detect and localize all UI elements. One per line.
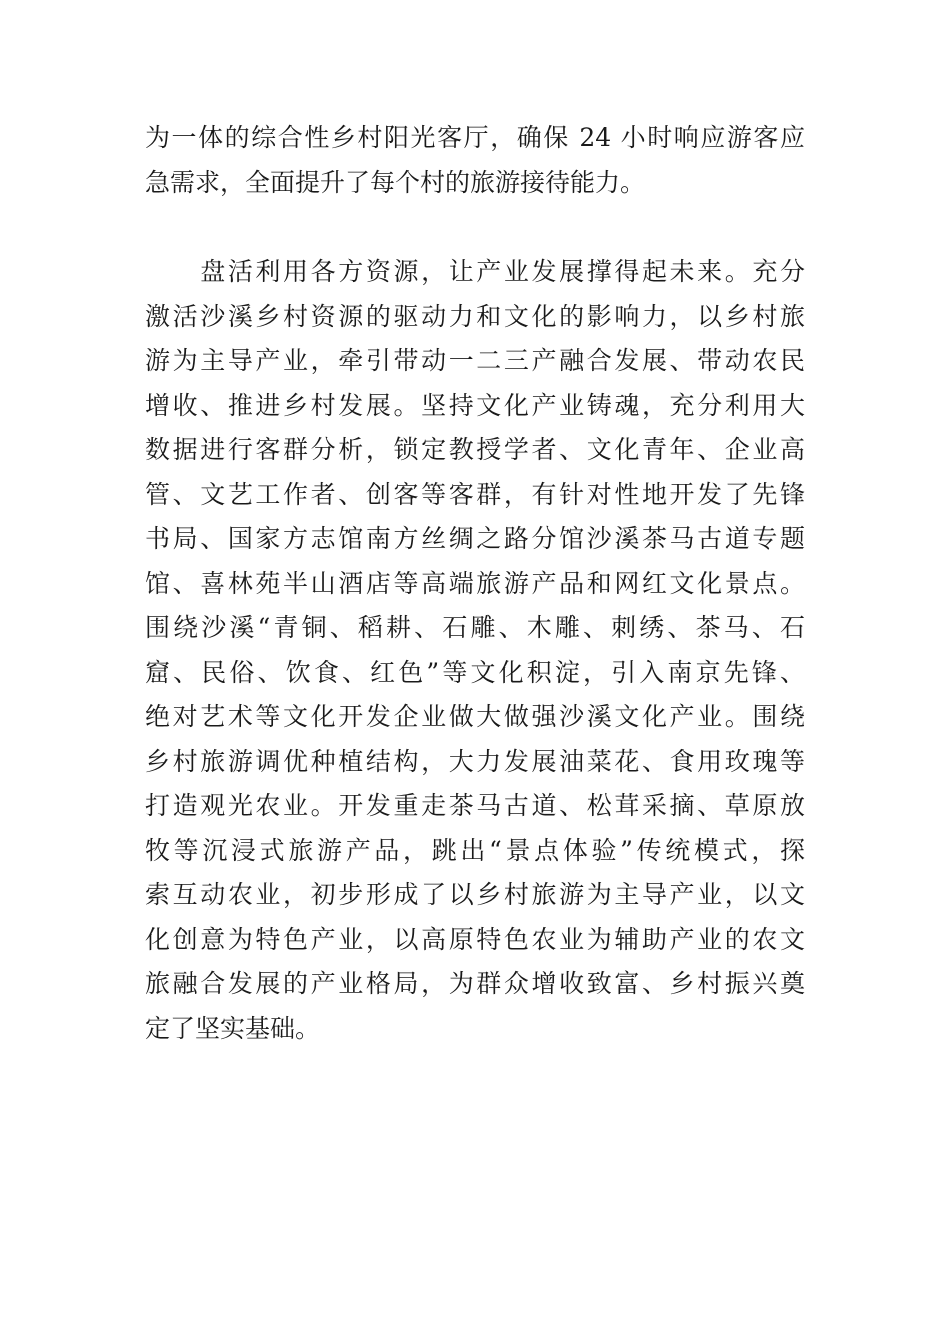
text-line: 数据进行客群分析，锁定教授学者、文化青年、企业高 xyxy=(145,435,805,464)
text-line: 馆、喜林苑半山酒店等高端旅游产品和网红文化景点。 xyxy=(145,569,805,598)
text-line: 急需求，全面提升了每个村的旅游接待能力。 xyxy=(145,168,646,197)
text-line: 绝对艺术等文化开发企业做大做强沙溪文化产业。围绕 xyxy=(145,702,805,731)
text-line: 打造观光农业。开发重走茶马古道、松茸采摘、草原放 xyxy=(145,791,805,820)
text-line: 索互动农业，初步形成了以乡村旅游为主导产业，以文 xyxy=(145,880,805,909)
text-line: 牧等沉浸式旅游产品，跳出“景点体验”传统模式，探 xyxy=(145,836,805,865)
text-line: 管、文艺工作者、创客等客群，有针对性地开发了先锋 xyxy=(145,480,805,509)
text-line: 激活沙溪乡村资源的驱动力和文化的影响力，以乡村旅 xyxy=(145,302,805,331)
text-line: 游为主导产业，牵引带动一二三产融合发展、带动农民 xyxy=(145,346,805,375)
text-line: 书局、国家方志馆南方丝绸之路分馆沙溪茶马古道专题 xyxy=(145,524,805,553)
text-line: 盘活利用各方资源，让产业发展撑得起未来。充分 xyxy=(145,257,805,286)
text-line: 化创意为特色产业，以高原特色农业为辅助产业的农文 xyxy=(145,925,805,954)
text-line: 增收、推进乡村发展。坚持文化产业铸魂，充分利用大 xyxy=(145,391,805,420)
text-line: 定了坚实基础。 xyxy=(145,1014,321,1043)
text-line: 乡村旅游调优种植结构，大力发展油菜花、食用玫瑰等 xyxy=(145,747,805,776)
text-line: 窟、民俗、饮食、红色”等文化积淀，引入南京先锋、 xyxy=(145,658,805,687)
text-line: 围绕沙溪“青铜、稻耕、石雕、木雕、刺绣、茶马、石 xyxy=(145,613,805,642)
text-line: 旅融合发展的产业格局，为群众增收致富、乡村振兴奠 xyxy=(145,969,805,998)
text-line: 为一体的综合性乡村阳光客厅，确保 24 小时响应游客应 xyxy=(145,123,805,152)
